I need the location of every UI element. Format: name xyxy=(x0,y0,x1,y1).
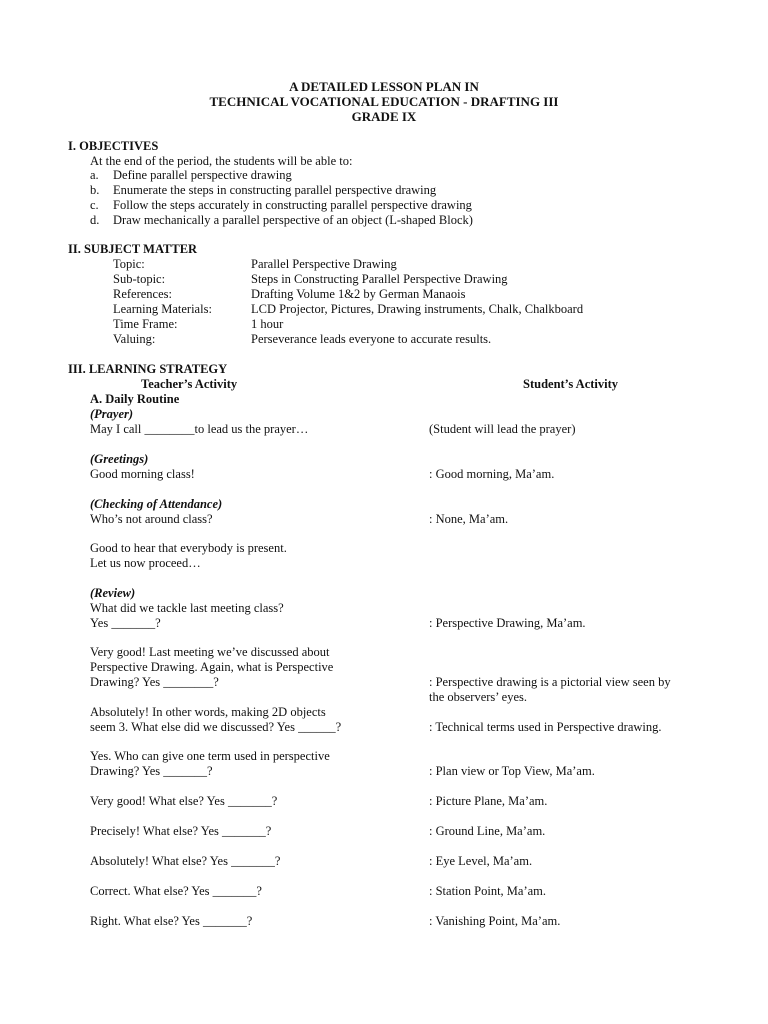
objective-text: Follow the steps accurately in constructing parallel perspective drawing xyxy=(113,198,472,212)
title-line-3: GRADE IX xyxy=(351,109,417,124)
daily-routine-heading: A. Daily Routine xyxy=(90,392,180,406)
student-response: : Perspective Drawing, Ma’am. xyxy=(429,616,586,630)
subject-value: LCD Projector, Pictures, Drawing instruments, Chalk, Chalkboard xyxy=(251,302,584,316)
subject-value: Parallel Perspective Drawing xyxy=(251,257,397,271)
title-line-2: TECHNICAL VOCATIONAL EDUCATION - DRAFTING III xyxy=(209,94,559,109)
student-response: the observers’ eyes. xyxy=(429,690,527,704)
subject-label: Learning Materials: xyxy=(113,302,212,316)
student-response: : Vanishing Point, Ma’am. xyxy=(429,914,561,928)
subject-value: Steps in Constructing Parallel Perspective Drawing xyxy=(251,272,508,286)
teacher-line: Who’s not around class? xyxy=(90,512,213,526)
objective-letter: a. xyxy=(90,168,99,182)
greetings-label: (Greetings) xyxy=(90,452,149,466)
teacher-line: What did we tackle last meeting class? xyxy=(90,601,284,615)
teacher-line: Correct. What else? Yes _______? xyxy=(90,884,262,898)
teacher-line: seem 3. What else did we discussed? Yes ______? xyxy=(90,720,342,734)
objective-text: Enumerate the steps in constructing parallel perspective drawing xyxy=(113,183,437,197)
subject-value: 1 hour xyxy=(251,317,284,331)
teacher-line: May I call ________to lead us the prayer… xyxy=(90,422,309,436)
subject-matter-heading: II. SUBJECT MATTER xyxy=(68,242,198,256)
student-response: (Student will lead the prayer) xyxy=(429,422,576,436)
student-response: : Station Point, Ma’am. xyxy=(429,884,547,898)
teacher-line: Drawing? Yes ________? xyxy=(90,675,219,689)
student-response: : Eye Level, Ma’am. xyxy=(429,854,533,868)
teacher-line: Perspective Drawing. Again, what is Perspective xyxy=(90,660,334,674)
objectives-heading: I. OBJECTIVES xyxy=(68,139,159,153)
teacher-line: Absolutely! In other words, making 2D objects xyxy=(90,705,326,719)
review-label: (Review) xyxy=(90,586,136,600)
teacher-line: Yes. Who can give one term used in perspective xyxy=(90,749,330,763)
subject-label: Valuing: xyxy=(113,332,156,346)
teacher-line: Good to hear that everybody is present. xyxy=(90,541,287,555)
student-response: : None, Ma’am. xyxy=(429,512,509,526)
subject-value: Perseverance leads everyone to accurate results. xyxy=(251,332,492,346)
student-response: : Picture Plane, Ma’am. xyxy=(429,794,548,808)
teacher-line: Let us now proceed… xyxy=(90,556,201,570)
teacher-line: Drawing? Yes _______? xyxy=(90,764,213,778)
student-response: : Ground Line, Ma’am. xyxy=(429,824,546,838)
student-response: : Plan view or Top View, Ma’am. xyxy=(429,764,595,778)
attendance-label: (Checking of Attendance) xyxy=(90,497,223,511)
prayer-label: (Prayer) xyxy=(90,407,134,421)
teacher-line: Very good! What else? Yes _______? xyxy=(90,794,278,808)
objective-letter: c. xyxy=(90,198,99,212)
teacher-activity-column-header: Teacher’s Activity xyxy=(141,377,238,391)
subject-label: Topic: xyxy=(113,257,145,271)
student-response: : Perspective drawing is a pictorial view seen by xyxy=(429,675,671,689)
subject-label: Time Frame: xyxy=(113,317,178,331)
objective-letter: d. xyxy=(90,213,100,227)
teacher-line: Good morning class! xyxy=(90,467,195,481)
subject-label: Sub-topic: xyxy=(113,272,166,286)
teacher-line: Right. What else? Yes _______? xyxy=(90,914,253,928)
objectives-intro: At the end of the period, the students will be able to: xyxy=(90,154,353,168)
student-response: : Technical terms used in Perspective drawing. xyxy=(429,720,662,734)
student-response: : Good morning, Ma’am. xyxy=(429,467,555,481)
subject-label: References: xyxy=(113,287,172,301)
objective-letter: b. xyxy=(90,183,100,197)
student-activity-column-header: Student’s Activity xyxy=(523,377,619,391)
teacher-line: Yes _______? xyxy=(90,616,161,630)
objective-text: Draw mechanically a parallel perspective of an object (L-shaped Block) xyxy=(113,213,473,227)
subject-value: Drafting Volume 1&2 by German Manaois xyxy=(251,287,466,301)
objective-text: Define parallel perspective drawing xyxy=(113,168,292,182)
title-line-1: A DETAILED LESSON PLAN IN xyxy=(289,79,479,94)
teacher-line: Absolutely! What else? Yes _______? xyxy=(90,854,281,868)
teacher-line: Precisely! What else? Yes _______? xyxy=(90,824,272,838)
teacher-line: Very good! Last meeting we’ve discussed about xyxy=(90,645,330,659)
learning-strategy-heading: III. LEARNING STRATEGY xyxy=(68,362,228,376)
